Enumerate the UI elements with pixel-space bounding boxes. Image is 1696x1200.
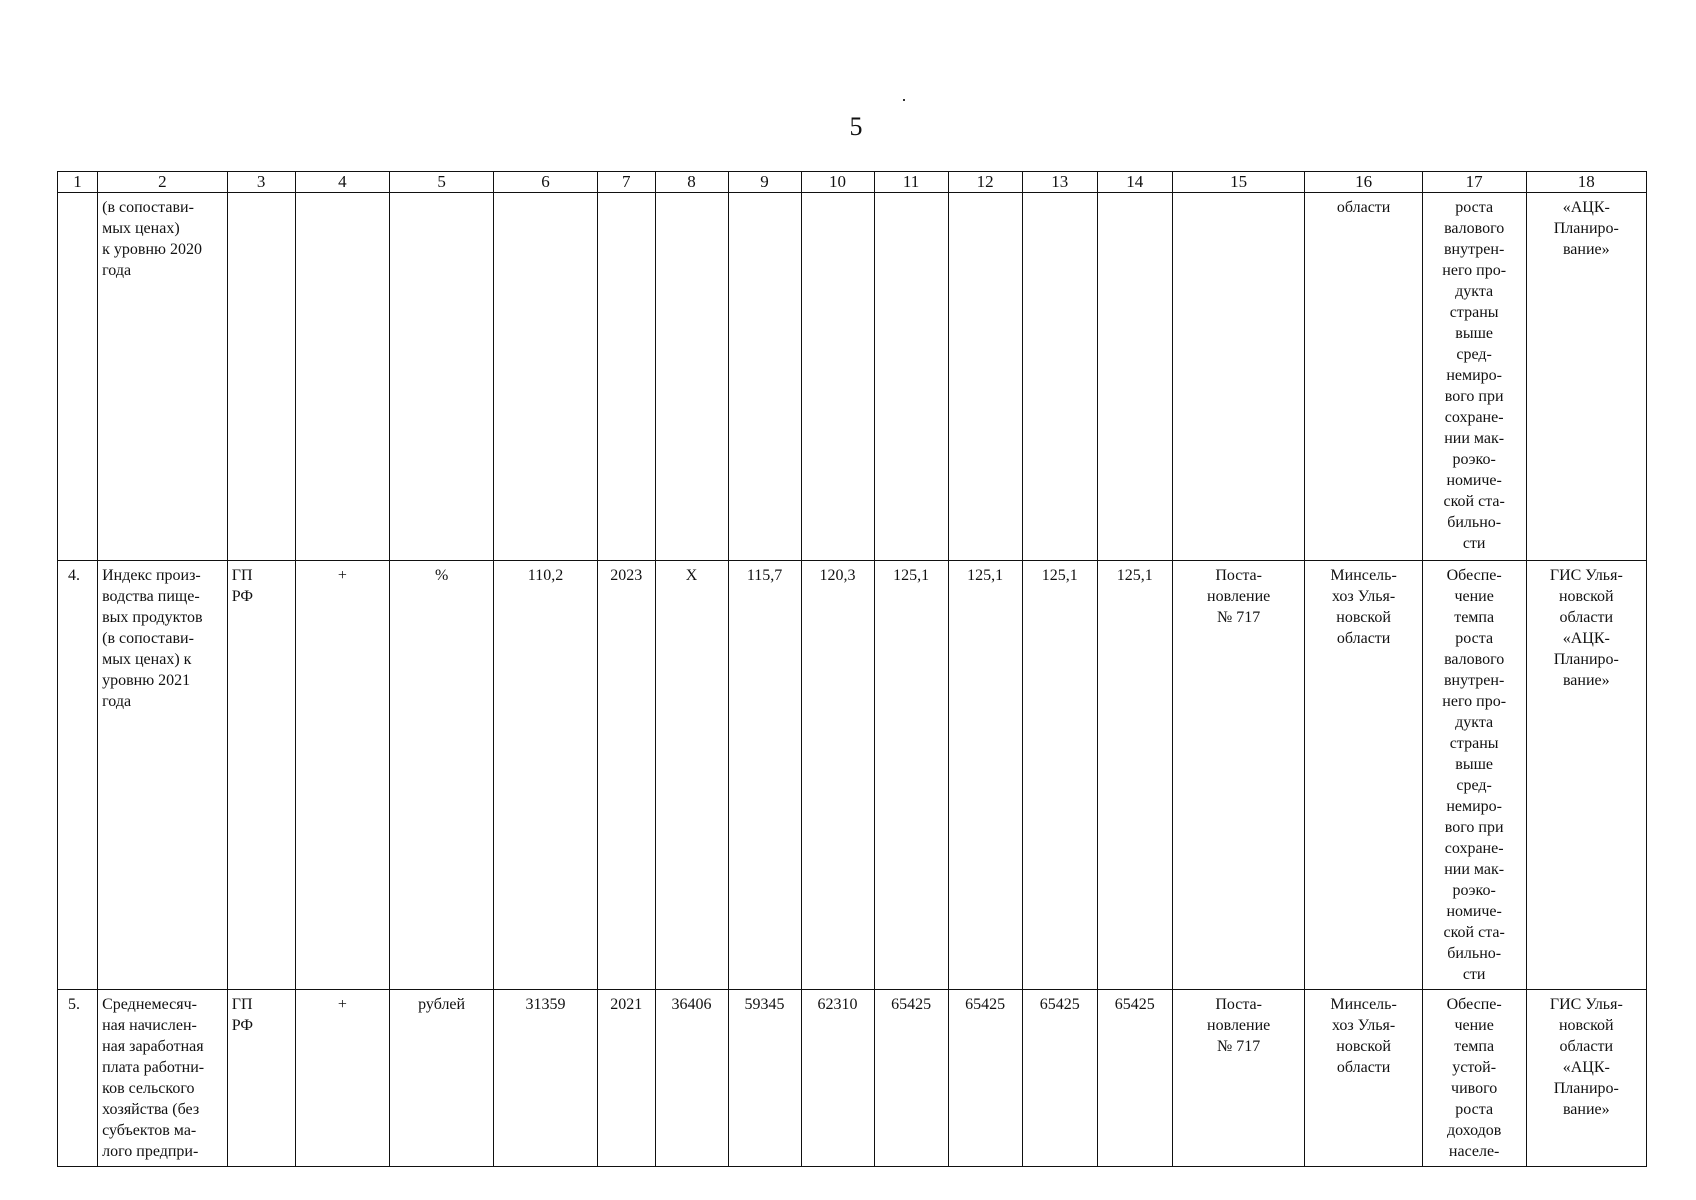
cell-value <box>1022 193 1097 561</box>
table-row <box>58 990 1647 1167</box>
cell-base-value: 110,2 <box>494 561 598 990</box>
col-header: 8 <box>655 172 728 193</box>
cell-level <box>227 193 295 561</box>
col-header: 1 <box>58 172 98 193</box>
cell-value: 62310 <box>801 990 874 1167</box>
cell-goal: роста валового внутрен- него про- дукта страны выше сред- немиро- вого при сохране- нии мак- роэко- номиче- ской ста- бильно- сти <box>1422 193 1526 561</box>
cell-value: 125,1 <box>1022 561 1097 990</box>
col-header: 13 <box>1022 172 1097 193</box>
scan-speck <box>903 99 905 101</box>
table-row <box>58 561 1647 990</box>
cell-value: 120,3 <box>801 561 874 990</box>
table-row <box>58 193 1647 561</box>
cell-document <box>1172 193 1305 561</box>
cell-base-value <box>494 193 598 561</box>
cell-unit: рублей <box>390 990 494 1167</box>
cell-base-year <box>597 193 655 561</box>
cell-unit <box>390 193 494 561</box>
col-header: 11 <box>874 172 948 193</box>
cell-base-year: 2021 <box>597 990 655 1167</box>
cell-system: ГИС Улья- новской области «АЦК- Планиро- вание» <box>1526 561 1646 990</box>
col-header: 4 <box>295 172 390 193</box>
cell-value: Х <box>655 561 728 990</box>
cell-value: 65425 <box>1097 990 1172 1167</box>
page-number: 5 <box>849 112 863 141</box>
col-header: 5 <box>390 172 494 193</box>
column-number-row <box>58 172 1647 193</box>
cell-value <box>801 193 874 561</box>
indicator-name: (в сопостави- мых ценах) к уровню 2020 года <box>98 193 228 561</box>
cell-system: «АЦК- Планиро- вание» <box>1526 193 1646 561</box>
cell-value: 36406 <box>655 990 728 1167</box>
col-header: 3 <box>227 172 295 193</box>
cell-direction: + <box>295 990 390 1167</box>
cell-goal: Обеспе- чение темпа роста валового внутрен- него про- дукта страны выше сред- немиро- вого при сохране- нии мак- роэко- номиче- ской ста- бильно- сти <box>1422 561 1526 990</box>
col-header: 7 <box>597 172 655 193</box>
cell-level: ГП РФ <box>227 561 295 990</box>
cell-unit: % <box>390 561 494 990</box>
indicator-table <box>57 171 1647 1167</box>
cell-value: 65425 <box>1022 990 1097 1167</box>
cell-value <box>874 193 948 561</box>
row-number: 5. <box>58 990 98 1167</box>
row-number: 4. <box>58 561 98 990</box>
row-number <box>58 193 98 561</box>
cell-level: ГП РФ <box>227 990 295 1167</box>
cell-value: 65425 <box>874 990 948 1167</box>
cell-responsible: Минсель- хоз Улья- новской области <box>1305 561 1422 990</box>
col-header: 10 <box>801 172 874 193</box>
cell-goal: Обеспе- чение темпа устой- чивого роста доходов населе- <box>1422 990 1526 1167</box>
indicator-name: Индекс произ- водства пище- вых продуктов (в сопостави- мых ценах) к уровню 2021 года <box>98 561 228 990</box>
cell-value: 125,1 <box>874 561 948 990</box>
cell-value <box>655 193 728 561</box>
cell-value <box>1097 193 1172 561</box>
cell-base-year: 2023 <box>597 561 655 990</box>
col-header: 9 <box>728 172 801 193</box>
cell-value <box>728 193 801 561</box>
col-header: 2 <box>98 172 228 193</box>
cell-value: 65425 <box>948 990 1022 1167</box>
cell-document: Поста- новление № 717 <box>1172 561 1305 990</box>
cell-value: 125,1 <box>1097 561 1172 990</box>
cell-responsible: области <box>1305 193 1422 561</box>
col-header: 17 <box>1422 172 1526 193</box>
col-header: 14 <box>1097 172 1172 193</box>
cell-value: 115,7 <box>728 561 801 990</box>
col-header: 18 <box>1526 172 1646 193</box>
cell-direction: + <box>295 561 390 990</box>
indicator-name: Среднемесяч- ная начислен- ная заработная плата работни- ков сельского хозяйства (без субъектов ма- лого предпри- <box>98 990 228 1167</box>
cell-value: 125,1 <box>948 561 1022 990</box>
cell-base-value: 31359 <box>494 990 598 1167</box>
col-header: 6 <box>494 172 598 193</box>
col-header: 12 <box>948 172 1022 193</box>
cell-responsible: Минсель- хоз Улья- новской области <box>1305 990 1422 1167</box>
cell-value: 59345 <box>728 990 801 1167</box>
cell-value <box>948 193 1022 561</box>
cell-document: Поста- новление № 717 <box>1172 990 1305 1167</box>
col-header: 15 <box>1172 172 1305 193</box>
cell-system: ГИС Улья- новской области «АЦК- Планиро- вание» <box>1526 990 1646 1167</box>
cell-direction <box>295 193 390 561</box>
col-header: 16 <box>1305 172 1422 193</box>
